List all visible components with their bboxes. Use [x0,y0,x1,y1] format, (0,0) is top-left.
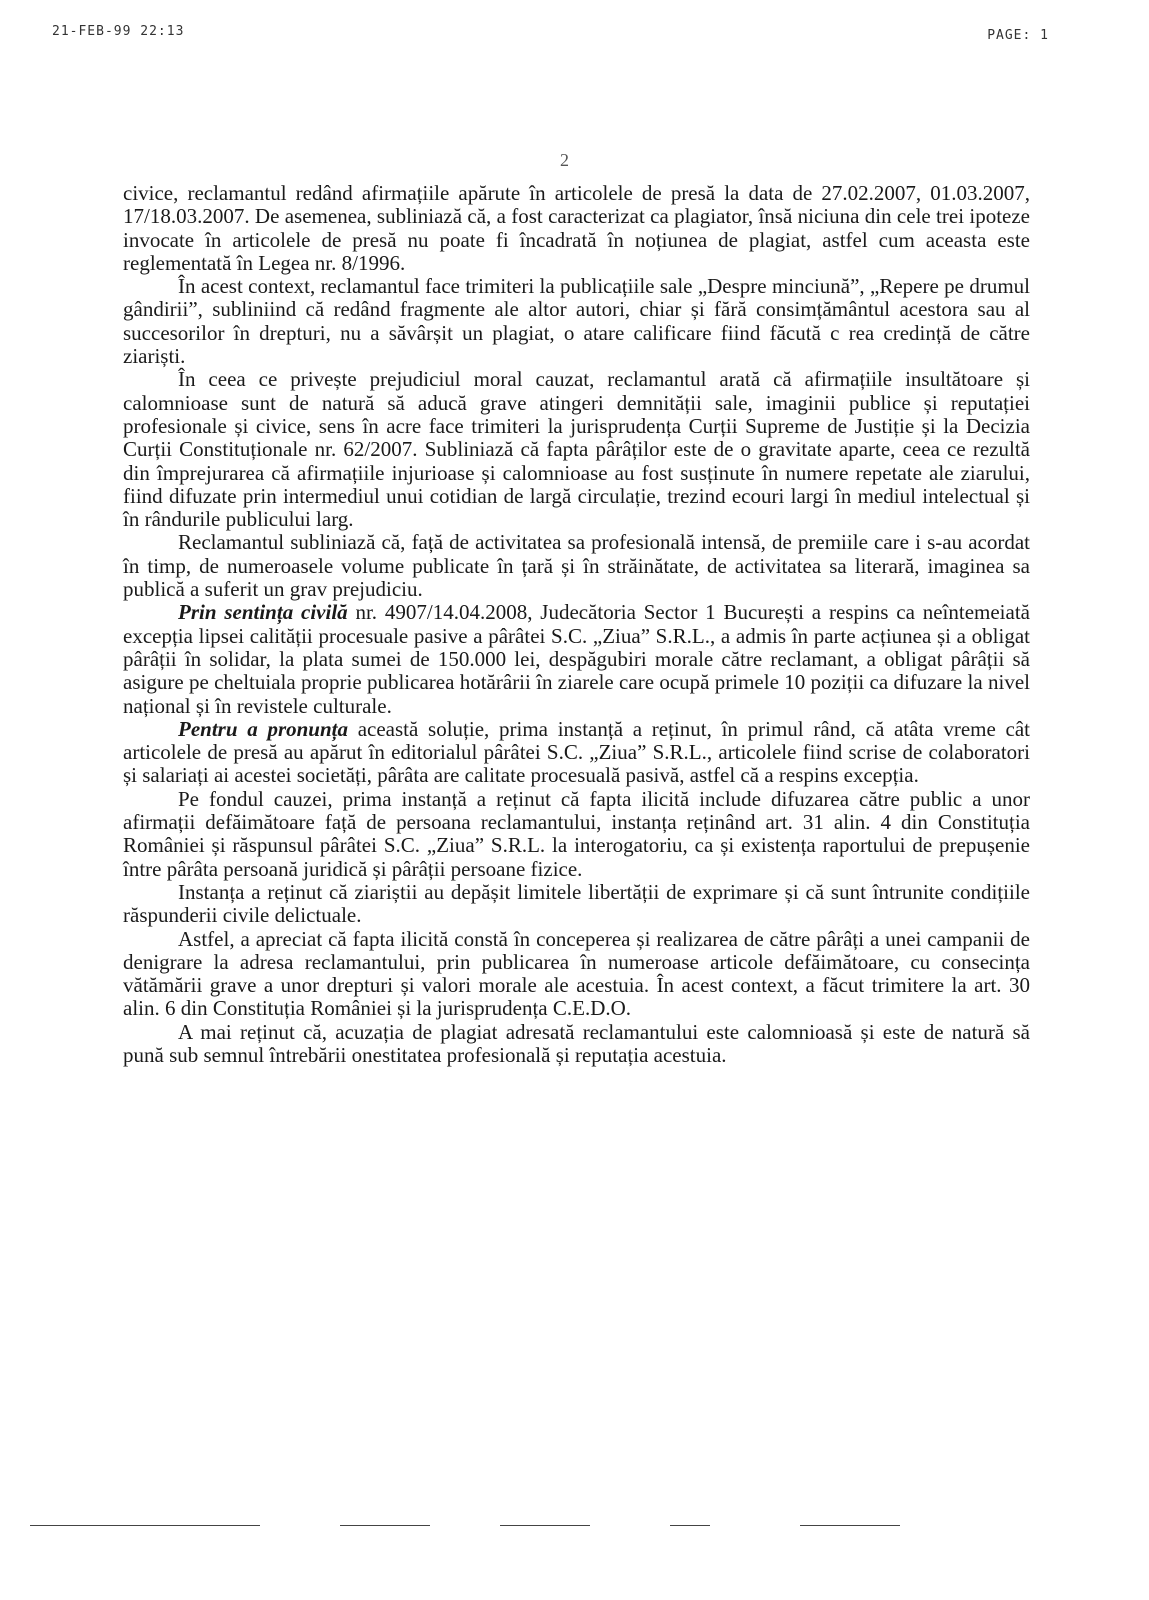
paragraph-2: În acest context, reclamantul face trimiteri la publicațiile sale „Despre minciună”, „Repere pe drumul gândirii”, subliniind că redând fragmente ale altor autori, chiar și fără consimțământul acestora sau al succesorilor în drepturi, nu a săvârșit un plagiat, o atare calificare fiind făcută c rea credință de către ziariști. [123,274,1030,369]
scan-line [30,1525,260,1526]
paragraph-1: civice, reclamantul redând afirmațiile apărute în articolele de presă la data de 27.02.2007, 01.03.2007, 17/18.03.2007. De asemenea, subliniază că, a fost caracterizat ca plagiator, însă niciuna din cele trei ipoteze invocate în articolele de presă nu poate fi încadrată în noțiunea de plagiat, astfel cum aceasta este reglementată în Legea nr. 8/1996. [123,181,1030,275]
paragraph-7: Pe fondul cauzei, prima instanță a reținut că fapta ilicită include difuzarea către public a unor afirmații defăimătoare față de persoana reclamantului, instanța reținând art. 31 alin. 4 din Constituția României și răspunsul pârâtei S.C. „Ziua” S.R.L. la interogatoriu, ca și existența raportului de prepușenie între pârâta persoană juridică și pârâții persoane fizice. [123,786,1030,881]
paragraph-8: Instanța a reținut că ziariștii au depășit limitele libertății de exprimare și că sunt întrunite condițiile răspunderii civile delictuale. [123,879,1030,928]
paragraph-4: Reclamantul subliniază că, față de activitatea sa profesională intensă, de premiile care i s-au acordat în timp, de numeroasele volume publicate în țară și în străinătate, de activitatea sa literară, imaginea sa publică a suferit un grav prejudiciu. [123,530,1030,602]
scan-line [800,1525,900,1526]
page-number: 2 [560,150,569,170]
paragraph-6: Pentru a pronunța această soluție, prima instanță a reținut, în primul rând, că atâta vreme cât articolele de presă au apărut în editorialul pârâtei S.C. „Ziua” S.R.L., articolele fiind scrise de colaboratori și salariați ai acestei societăți, pârâta are calitate procesuală pasivă, astfel că a respins excepția. [123,716,1030,788]
scan-line [500,1525,590,1526]
paragraph-3: În ceea ce privește prejudiciul moral cauzat, reclamantul arată că afirmațiile insultătoare și calomnioase sunt de natură să aducă grave atingeri demnității sale, imaginii publice și reputației profesionale și civice, sens în acre face trimiteri la jurisprudența Curții Supreme de Justiție și la Decizia Curții Constituționale nr. 62/2007. Subliniază că fapta pârâților este de o gravitate aparte, ceea ce rezultă din împrejurarea că afirmațiile injurioase și calomnioase au fost susținute în numere repetate ale ziarului, fiind difuzate prin intermediul unui cotidian de largă circulație, trezind ecouri largi în mediul intelectual și în rândurile publicului larg. [123,367,1030,532]
scan-line [340,1525,430,1526]
paragraph-9: Astfel, a apreciat că fapta ilicită constă în conceperea și realizarea de către pârâți a unei campanii de denigrare la adresa reclamantului, prin publicarea în numeroase articole defăimătoare, cu consecința vătămării grave a unor drepturi și valori morale ale acestuia. În acest context, a făcut trimitere la art. 30 alin. 6 din Constituția României și la jurisprudența C.E.D.O. [123,926,1030,1021]
fax-header [0,0,1149,60]
document-body [123,182,1030,1067]
paragraph-10: A mai reținut că, acuzația de plagiat adresată reclamantului este calomnioasă și este de natură să pună sub semnul întrebării onestitatea profesională și reputația acestuia. [123,1019,1030,1067]
paragraph-5: Prin sentința civilă nr. 4907/14.04.2008, Judecătoria Sector 1 București a respins ca neîntemeiată excepția lipsei calității procesuale pasive a pârâtei S.C. „Ziua” S.R.L., a admis în parte acțiunea și a obligat pârâții în solidar, la plata sumei de 150.000 lei, despăgubiri morale către reclamant, a obligat pârâții să asigure pe cheltuiala proprie publicarea hotărârii în ziarele care ocupă primele 10 poziții ca difuzare la nivel național și în revistele culturale. [123,600,1030,718]
paragraph-lead: Pentru a pronunța [178,716,348,741]
fax-datetime: 21-FEB-99 22:13 [52,24,185,39]
scan-line [670,1525,710,1526]
paragraph-lead: Prin sentința civilă [178,600,348,625]
footer-scan-lines [30,1525,1030,1535]
fax-page-label: PAGE: 1 [987,28,1049,43]
